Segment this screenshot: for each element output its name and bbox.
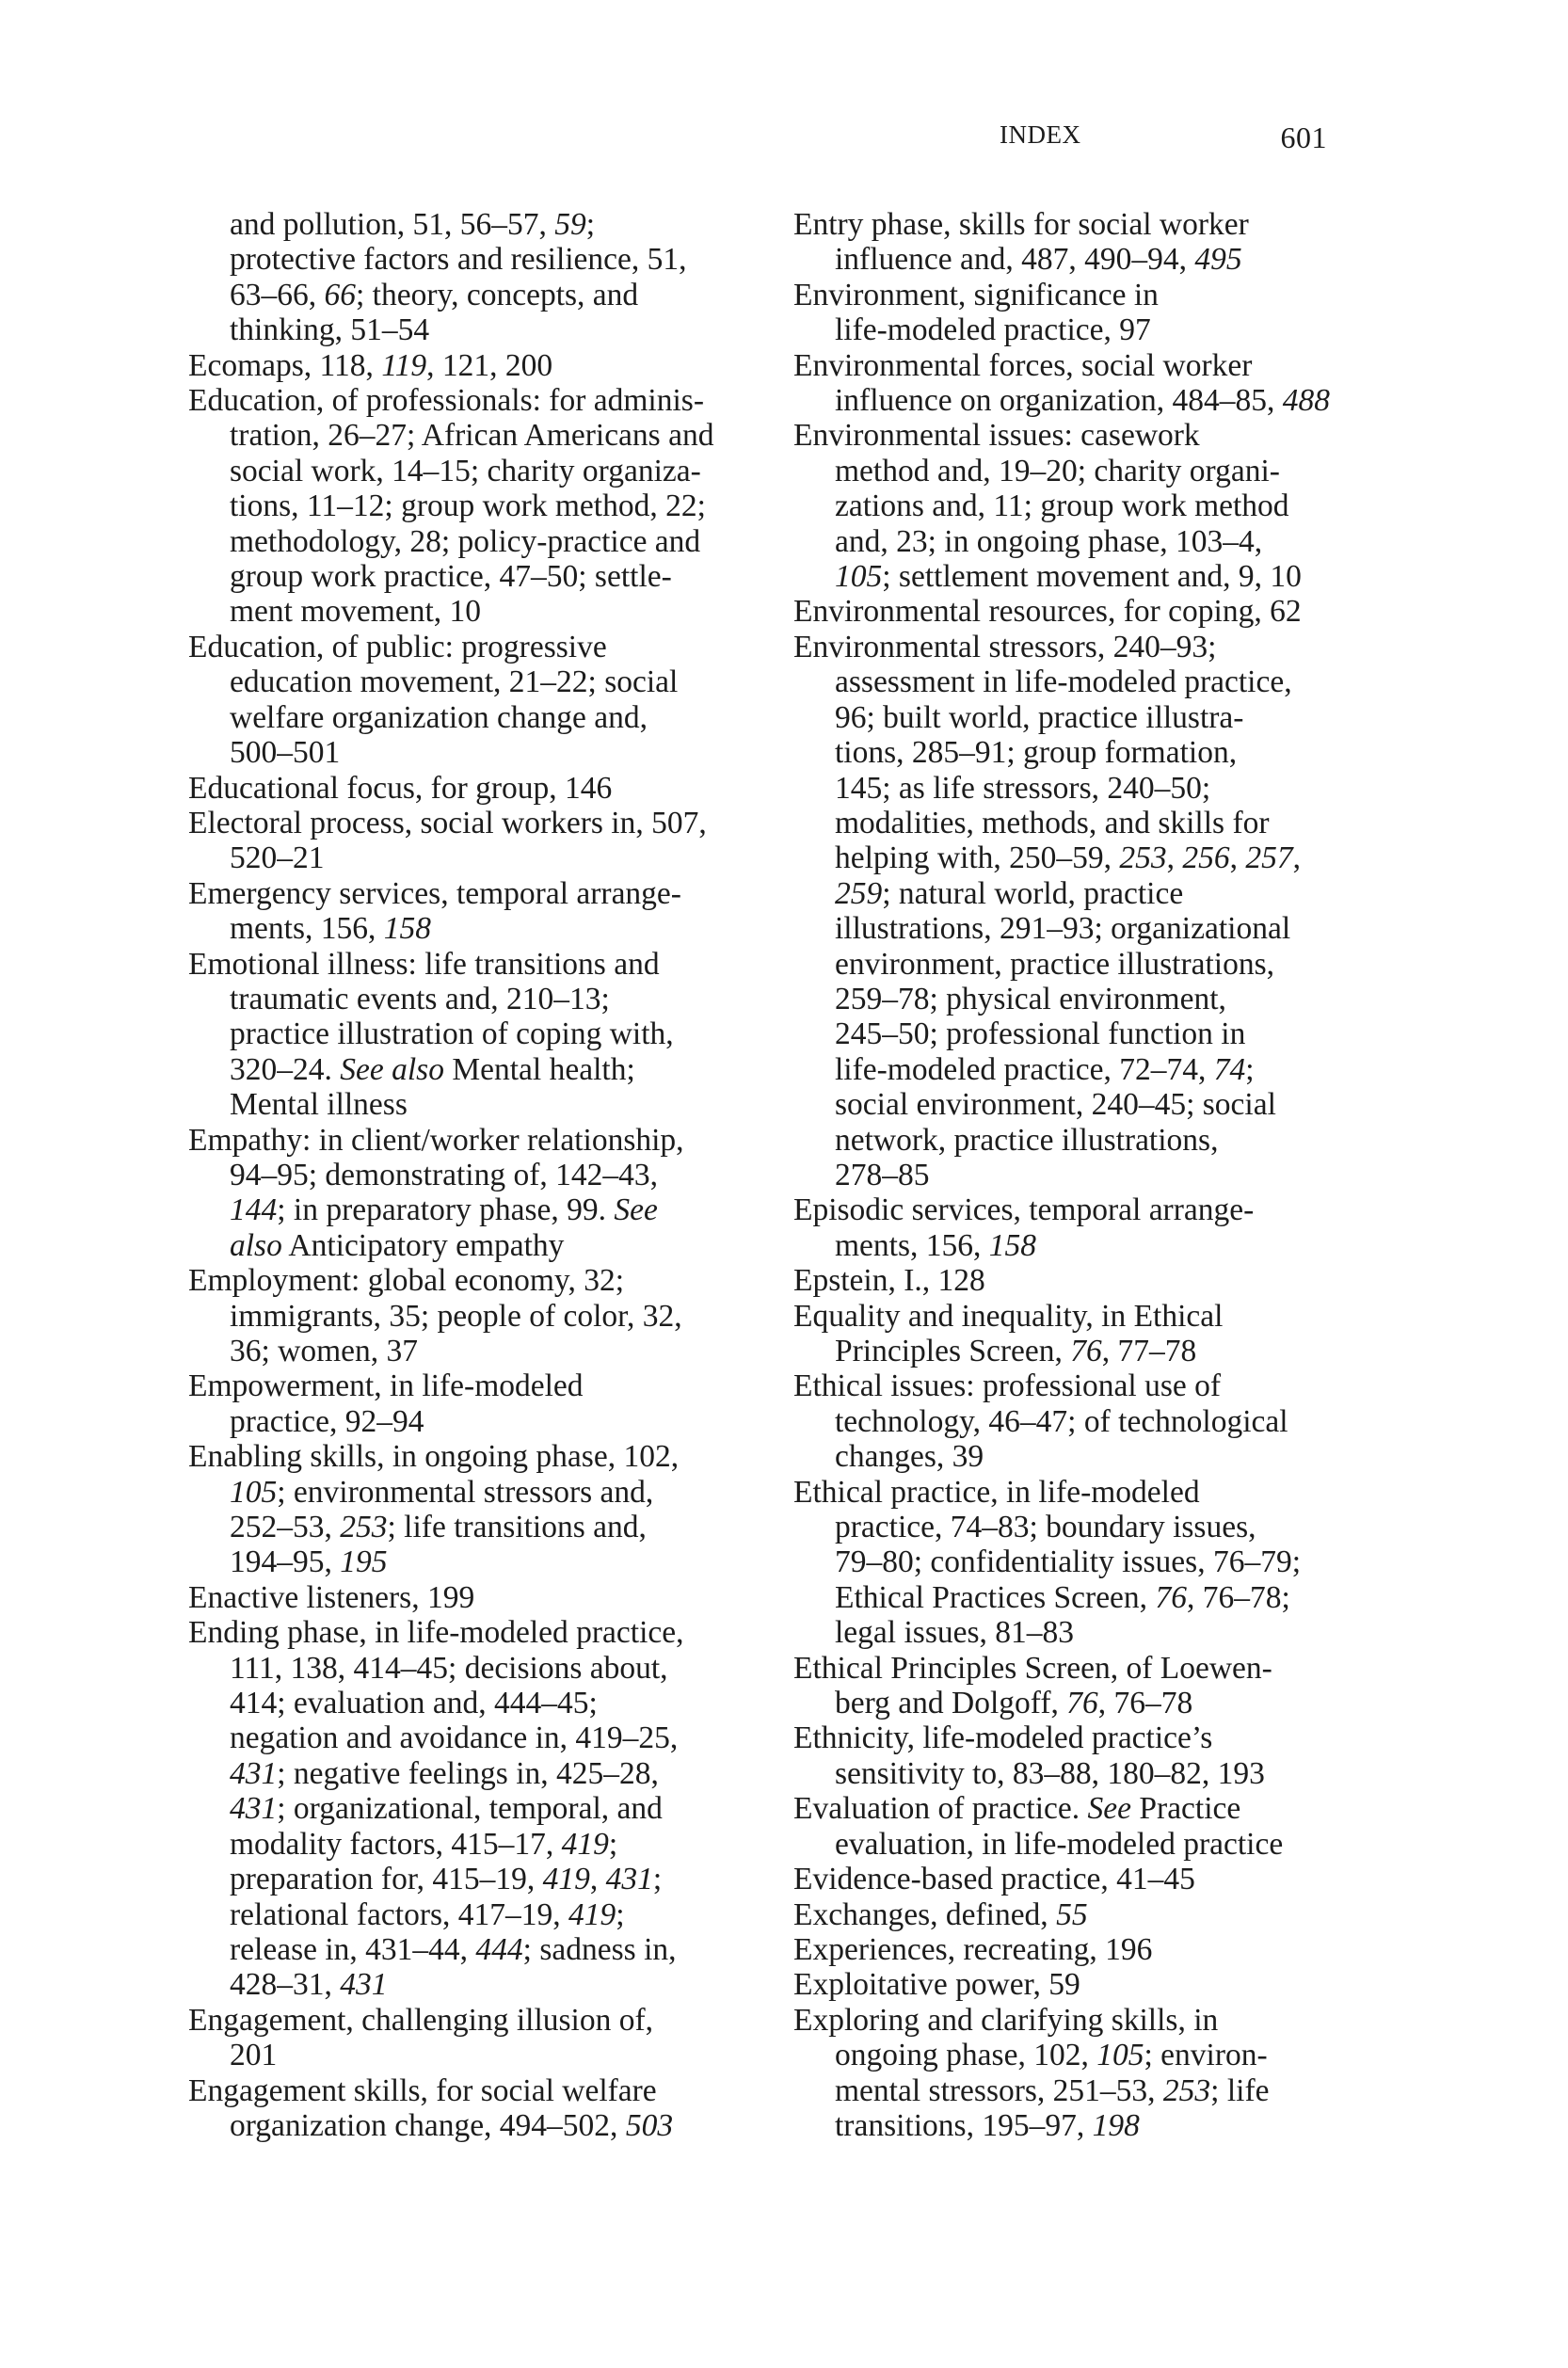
index-line-continuation — [188, 840, 734, 875]
index-line-continuation — [793, 1615, 1339, 1650]
text-run: and pollution, 51, 56–57, — [230, 207, 555, 242]
index-column-left — [188, 207, 734, 2143]
text-run: Employment: global economy, 32; — [188, 1263, 625, 1299]
text-run: Emergency services, temporal arrange- — [188, 875, 681, 911]
index-line-continuation — [793, 2038, 1339, 2072]
text-run: traumatic events and, 210–13; — [230, 981, 610, 1016]
text-run: Experiences, recreating, 196 — [793, 1931, 1153, 1967]
index-entry — [793, 1475, 1339, 1510]
text-run: 96; built world, practice illustra- — [835, 699, 1244, 735]
text-run: influence on organization, 484–85, — [835, 383, 1283, 419]
index-line-continuation — [188, 207, 734, 242]
italic-text: 431 — [340, 1967, 388, 2003]
index-entry — [793, 1897, 1339, 1932]
text-run: Ending phase, in life-modeled practice, — [188, 1615, 684, 1651]
text-run: Education, of professionals: for adminis- — [188, 383, 704, 419]
text-run: Educational focus, for group, 146 — [188, 770, 613, 806]
text-run: ; life transitions and, — [387, 1510, 647, 1545]
text-run: immigrants, 35; people of color, 32, — [230, 1298, 682, 1334]
index-entry — [793, 418, 1339, 453]
text-run: helping with, 250–59, — [835, 840, 1120, 876]
text-run: Engagement, challenging illusion of, — [188, 2002, 654, 2038]
text-run: method and, 19–20; charity organi- — [835, 453, 1280, 488]
text-run: life-modeled practice, 72–74, — [835, 1051, 1214, 1087]
italic-text: 198 — [1092, 2107, 1140, 2143]
text-run: practice, 92–94 — [230, 1403, 424, 1439]
text-run: 245–50; professional function in — [835, 1016, 1246, 1052]
text-run: ; — [608, 1826, 618, 1862]
index-line-continuation — [188, 1651, 734, 1686]
text-run: ; life — [1210, 2072, 1270, 2108]
italic-text: 253 — [1162, 2072, 1211, 2108]
text-run: social work, 14–15; charity organiza- — [230, 453, 701, 488]
index-line-continuation — [188, 418, 734, 453]
index-line-continuation — [188, 1475, 734, 1510]
text-run: , — [589, 1862, 606, 1897]
italic-text: 76 — [1066, 1686, 1098, 1721]
index-line-continuation — [188, 1192, 734, 1227]
index-entry — [793, 1299, 1339, 1334]
text-run: 79–80; confidentiality issues, 76–79; — [835, 1544, 1302, 1580]
index-entry — [793, 278, 1339, 312]
text-run: environment, practice illustrations, — [835, 946, 1275, 982]
text-run: Empowerment, in life-modeled — [188, 1368, 584, 1404]
text-run: Enactive listeners, 199 — [188, 1579, 475, 1615]
text-run: ; environ- — [1144, 2038, 1268, 2073]
index-line-continuation — [188, 1404, 734, 1439]
index-line-continuation — [793, 383, 1339, 418]
index-line-continuation — [188, 1299, 734, 1334]
text-run: and, 23; in ongoing phase, 103–4, — [835, 523, 1263, 559]
text-run: ; theory, concepts, and — [356, 277, 639, 312]
text-run: modality factors, 415–17, — [230, 1826, 562, 1862]
index-line-continuation — [793, 982, 1339, 1016]
text-run: social environment, 240–45; social — [835, 1087, 1276, 1123]
index-entry — [188, 1580, 734, 1615]
text-run: 259–78; physical environment, — [835, 981, 1226, 1016]
text-run: release in, 431–44, — [230, 1931, 476, 1967]
italic-text: 495 — [1194, 242, 1242, 278]
text-run: Ethical Practices Screen, — [835, 1579, 1156, 1615]
text-run: influence and, 487, 490–94, — [835, 242, 1195, 278]
index-line-continuation — [793, 700, 1339, 735]
text-run: Ethical issues: professional use of — [793, 1368, 1222, 1404]
text-run: Environmental forces, social worker — [793, 347, 1253, 383]
text-run: , 76–78 — [1097, 1686, 1193, 1721]
text-run: Education, of public: progressive — [188, 629, 607, 664]
text-run: Exploitative power, 59 — [793, 1967, 1080, 2003]
italic-text: also — [230, 1227, 282, 1263]
index-line-continuation — [188, 1720, 734, 1755]
index-entry — [188, 348, 734, 383]
index-line-continuation — [793, 735, 1339, 770]
index-line-continuation — [188, 700, 734, 735]
index-column-right — [793, 207, 1339, 2143]
text-run: 320–24. — [230, 1051, 341, 1087]
section-title: INDEX — [1000, 120, 1081, 149]
italic-text: 431 — [230, 1791, 278, 1827]
index-line-continuation — [793, 806, 1339, 840]
text-run: 36; women, 37 — [230, 1334, 419, 1368]
index-entry — [793, 1263, 1339, 1298]
text-run: organization change, 494–502, — [230, 2107, 626, 2143]
text-run: Environmental stressors, 240–93; — [793, 629, 1217, 664]
italic-text: 419 — [542, 1862, 590, 1897]
italic-text: 158 — [383, 911, 432, 947]
text-run: 414; evaluation and, 444–45; — [230, 1686, 598, 1721]
text-run: tions, 11–12; group work method, 22; — [230, 488, 706, 524]
text-run: life-modeled practice, 97 — [835, 312, 1151, 348]
text-run: ments, 156, — [230, 911, 384, 947]
index-entry — [188, 383, 734, 418]
text-run: assessment in life-modeled practice, — [835, 664, 1292, 700]
italic-text: 144 — [230, 1192, 278, 1228]
text-run: ment movement, 10 — [230, 594, 482, 630]
italic-text: 256 — [1182, 840, 1230, 876]
index-entry — [188, 1615, 734, 1650]
index-line-continuation — [793, 1580, 1339, 1615]
index-entry — [793, 1192, 1339, 1227]
index-line-continuation — [188, 488, 734, 523]
text-run: 500–501 — [230, 735, 341, 771]
italic-text: 419 — [568, 1896, 616, 1932]
index-line-continuation — [793, 2108, 1339, 2143]
index-line-continuation — [188, 735, 734, 770]
index-entry — [188, 947, 734, 982]
text-run: Environmental resources, for coping, 62 — [793, 594, 1302, 630]
index-line-continuation — [188, 559, 734, 594]
italic-text: 431 — [605, 1862, 653, 1897]
text-run: ments, 156, — [835, 1227, 989, 1263]
text-run: Entry phase, skills for social worker — [793, 207, 1249, 242]
index-line-continuation — [188, 1510, 734, 1544]
italic-text: 253 — [340, 1510, 388, 1545]
text-run: , — [1292, 840, 1302, 876]
index-line-continuation — [188, 1228, 734, 1263]
italic-text: 419 — [561, 1826, 609, 1862]
index-entry — [793, 1651, 1339, 1686]
italic-text: 76 — [1155, 1579, 1187, 1615]
index-line-continuation — [188, 2038, 734, 2072]
text-run: Emotional illness: life transitions and — [188, 946, 660, 982]
italic-text: 444 — [475, 1931, 523, 1967]
text-run: Equality and inequality, in Ethical — [793, 1298, 1224, 1334]
index-line-continuation — [793, 488, 1339, 523]
text-run: ; in preparatory phase, 99. — [277, 1192, 615, 1228]
index-line-continuation — [793, 1228, 1339, 1263]
index-entry — [188, 2073, 734, 2108]
index-line-continuation — [188, 1827, 734, 1862]
index-entry — [793, 1862, 1339, 1896]
text-run: 194–95, — [230, 1544, 341, 1580]
index-line-continuation — [793, 1510, 1339, 1544]
index-line-continuation — [188, 1334, 734, 1368]
index-entry — [793, 1368, 1339, 1403]
text-run: Exchanges, defined, — [793, 1896, 1057, 1932]
italic-text: 66 — [324, 277, 356, 312]
index-entry — [188, 1368, 734, 1403]
index-line-continuation — [793, 242, 1339, 277]
index-line-continuation — [793, 1334, 1339, 1368]
text-run: transitions, 195–97, — [835, 2107, 1093, 2143]
text-run: Engagement skills, for social welfare — [188, 2072, 657, 2108]
text-run: ; natural world, practice — [882, 875, 1184, 911]
text-run: , 77–78 — [1101, 1334, 1197, 1368]
index-line-continuation — [188, 2108, 734, 2143]
italic-text: See also — [340, 1051, 444, 1087]
text-run: mental stressors, 251–53, — [835, 2072, 1163, 2108]
index-line-continuation — [188, 1087, 734, 1122]
index-line-continuation — [793, 840, 1339, 875]
text-run: 252–53, — [230, 1510, 341, 1545]
text-run: 63–66, — [230, 277, 325, 312]
italic-text: 105 — [1096, 2038, 1144, 2073]
index-entry — [793, 207, 1339, 242]
index-line-continuation — [188, 664, 734, 699]
text-run: Ethical practice, in life-modeled — [793, 1474, 1200, 1510]
text-run: relational factors, 417–19, — [230, 1896, 569, 1932]
index-entry — [793, 348, 1339, 383]
text-run: 201 — [230, 2038, 278, 2073]
italic-text: 119 — [381, 347, 427, 383]
index-line-continuation — [188, 242, 734, 277]
italic-text: 74 — [1213, 1051, 1246, 1087]
italic-text: See — [1087, 1791, 1132, 1827]
text-run: practice illustration of coping with, — [230, 1016, 674, 1052]
index-line-continuation — [793, 2073, 1339, 2108]
text-run: Anticipatory empathy — [281, 1227, 565, 1263]
index-line-continuation — [793, 1404, 1339, 1439]
text-run: , 121, 200 — [426, 347, 553, 383]
text-run: 94–95; demonstrating of, 142–43, — [230, 1157, 658, 1192]
italic-text: 259 — [835, 875, 883, 911]
text-run: Electoral process, social workers in, 507, — [188, 805, 707, 840]
index-line-continuation — [188, 1158, 734, 1192]
text-run: Ecomaps, 118, — [188, 347, 382, 383]
index-line-continuation — [188, 594, 734, 629]
text-run: changes, 39 — [835, 1439, 984, 1475]
text-run: Mental health; — [443, 1051, 635, 1087]
text-run: welfare organization change and, — [230, 699, 648, 735]
index-line-continuation — [188, 1052, 734, 1087]
index-line-continuation — [188, 1862, 734, 1896]
index-line-continuation — [793, 1756, 1339, 1791]
index-line-continuation — [793, 312, 1339, 347]
index-line-continuation — [188, 1967, 734, 2002]
text-run: 428–31, — [230, 1967, 341, 2003]
index-line-continuation — [793, 771, 1339, 806]
index-line-continuation — [188, 982, 734, 1016]
index-line-continuation — [793, 876, 1339, 911]
italic-text: 158 — [988, 1227, 1037, 1263]
index-line-continuation — [793, 559, 1339, 594]
italic-text: 59 — [554, 207, 586, 242]
index-entry — [793, 1720, 1339, 1755]
index-line-continuation — [188, 1686, 734, 1720]
index-entry — [188, 771, 734, 806]
index-line-continuation — [793, 454, 1339, 488]
text-run: tions, 285–91; group formation, — [835, 735, 1238, 771]
text-run: Environmental issues: casework — [793, 418, 1200, 454]
index-line-continuation — [793, 1158, 1339, 1192]
text-run: Enabling skills, in ongoing phase, 102, — [188, 1439, 680, 1475]
text-run: ; — [652, 1862, 663, 1897]
text-run: practice, 74–83; boundary issues, — [835, 1510, 1256, 1545]
text-run: ; organizational, temporal, and — [277, 1791, 663, 1827]
index-entry — [793, 1967, 1339, 2002]
italic-text: 253 — [1119, 840, 1167, 876]
index-line-continuation — [188, 911, 734, 946]
index-line-continuation — [188, 454, 734, 488]
index-entry — [793, 1791, 1339, 1826]
index-line-continuation — [793, 1827, 1339, 1862]
index-line-continuation — [188, 1544, 734, 1579]
text-run: ; — [1245, 1051, 1255, 1087]
index-line-continuation — [188, 1932, 734, 1967]
text-run: modalities, methods, and skills for — [835, 805, 1270, 840]
index-line-continuation — [188, 312, 734, 347]
index-entry — [188, 1263, 734, 1298]
index-line-continuation — [188, 524, 734, 559]
italic-text: See — [614, 1192, 658, 1228]
italic-text: 76 — [1070, 1334, 1102, 1368]
italic-text: 431 — [230, 1755, 278, 1791]
text-run: Ethnicity, life-modeled practice’s — [793, 1720, 1213, 1756]
text-run: Empathy: in client/worker relationship, — [188, 1122, 684, 1158]
index-entry — [188, 630, 734, 664]
index-line-continuation — [793, 1123, 1339, 1158]
text-run: 145; as life stressors, 240–50; — [835, 770, 1211, 806]
text-run: 278–85 — [835, 1157, 930, 1192]
index-line-continuation — [188, 278, 734, 312]
index-entry — [188, 1439, 734, 1474]
index-entry — [188, 2003, 734, 2038]
text-run: illustrations, 291–93; organizational — [835, 911, 1291, 947]
index-entry — [188, 1123, 734, 1158]
text-run: ; sadness in, — [522, 1931, 677, 1967]
text-run: , — [1229, 840, 1246, 876]
index-line-continuation — [188, 1016, 734, 1051]
text-run: protective factors and resilience, 51, — [230, 242, 687, 278]
index-entry — [793, 594, 1339, 629]
index-line-continuation — [793, 1439, 1339, 1474]
index-line-continuation — [793, 1544, 1339, 1579]
text-run: tration, 26–27; African Americans and — [230, 418, 714, 454]
text-run: , — [1166, 840, 1183, 876]
text-run: Epstein, I., 128 — [793, 1263, 985, 1299]
text-run: preparation for, 415–19, — [230, 1862, 543, 1897]
index-line-continuation — [793, 1052, 1339, 1087]
text-run: zations and, 11; group work method — [835, 488, 1289, 524]
index-line-continuation — [188, 1756, 734, 1791]
index-line-continuation — [793, 664, 1339, 699]
italic-text: 105 — [230, 1474, 278, 1510]
index-line-continuation — [793, 911, 1339, 946]
italic-text: 55 — [1056, 1896, 1088, 1932]
text-run: Mental illness — [230, 1087, 408, 1123]
index-entry — [793, 630, 1339, 664]
text-run: Episodic services, temporal arrange- — [793, 1192, 1255, 1228]
italic-text: 195 — [340, 1544, 388, 1580]
index-line-continuation — [793, 1087, 1339, 1122]
text-run: ; — [585, 207, 596, 242]
index-line-continuation — [793, 524, 1339, 559]
text-run: Evidence-based practice, 41–45 — [793, 1862, 1195, 1897]
text-run: Principles Screen, — [835, 1334, 1071, 1368]
text-run: berg and Dolgoff, — [835, 1686, 1067, 1721]
text-run: Practice — [1131, 1791, 1241, 1827]
text-run: methodology, 28; policy-practice and — [230, 523, 701, 559]
text-run: Exploring and clarifying skills, in — [793, 2002, 1219, 2038]
text-run: Ethical Principles Screen, of Loewen- — [793, 1650, 1272, 1686]
text-run: evaluation, in life-modeled practice — [835, 1826, 1284, 1862]
text-run: ; negative feelings in, 425–28, — [277, 1755, 659, 1791]
text-run: legal issues, 81–83 — [835, 1615, 1075, 1651]
text-run: network, practice illustrations, — [835, 1122, 1219, 1158]
page-number: 601 — [1280, 120, 1327, 154]
index-line-continuation — [188, 1791, 734, 1826]
text-run: thinking, 51–54 — [230, 312, 430, 348]
italic-text: 257 — [1245, 840, 1293, 876]
text-run: ; — [616, 1896, 625, 1932]
text-run: sensitivity to, 83–88, 180–82, 193 — [835, 1755, 1265, 1791]
index-entry — [793, 1932, 1339, 1967]
index-line-continuation — [793, 947, 1339, 982]
text-run: Environment, significance in — [793, 277, 1159, 312]
text-run: 111, 138, 414–45; decisions about, — [230, 1650, 668, 1686]
index-entry — [188, 806, 734, 840]
index-line-continuation — [793, 1016, 1339, 1051]
text-run: , 76–78; — [1186, 1579, 1290, 1615]
italic-text: 488 — [1282, 383, 1330, 419]
text-run: Evaluation of practice. — [793, 1791, 1088, 1827]
index-line-continuation — [188, 1897, 734, 1932]
text-run: negation and avoidance in, 419–25, — [230, 1720, 679, 1756]
text-run: education movement, 21–22; social — [230, 664, 679, 700]
text-run: technology, 46–47; of technological — [835, 1403, 1288, 1439]
text-run: ongoing phase, 102, — [835, 2038, 1097, 2073]
italic-text: 105 — [835, 559, 883, 595]
index-entry — [793, 2003, 1339, 2038]
text-run: ; environmental stressors and, — [277, 1474, 654, 1510]
text-run: 520–21 — [230, 840, 325, 876]
text-run: ; settlement movement and, 9, 10 — [882, 559, 1302, 595]
index-line-continuation — [793, 1686, 1339, 1720]
italic-text: 503 — [625, 2107, 674, 2143]
index-entry — [188, 876, 734, 911]
text-run: group work practice, 47–50; settle- — [230, 559, 672, 595]
